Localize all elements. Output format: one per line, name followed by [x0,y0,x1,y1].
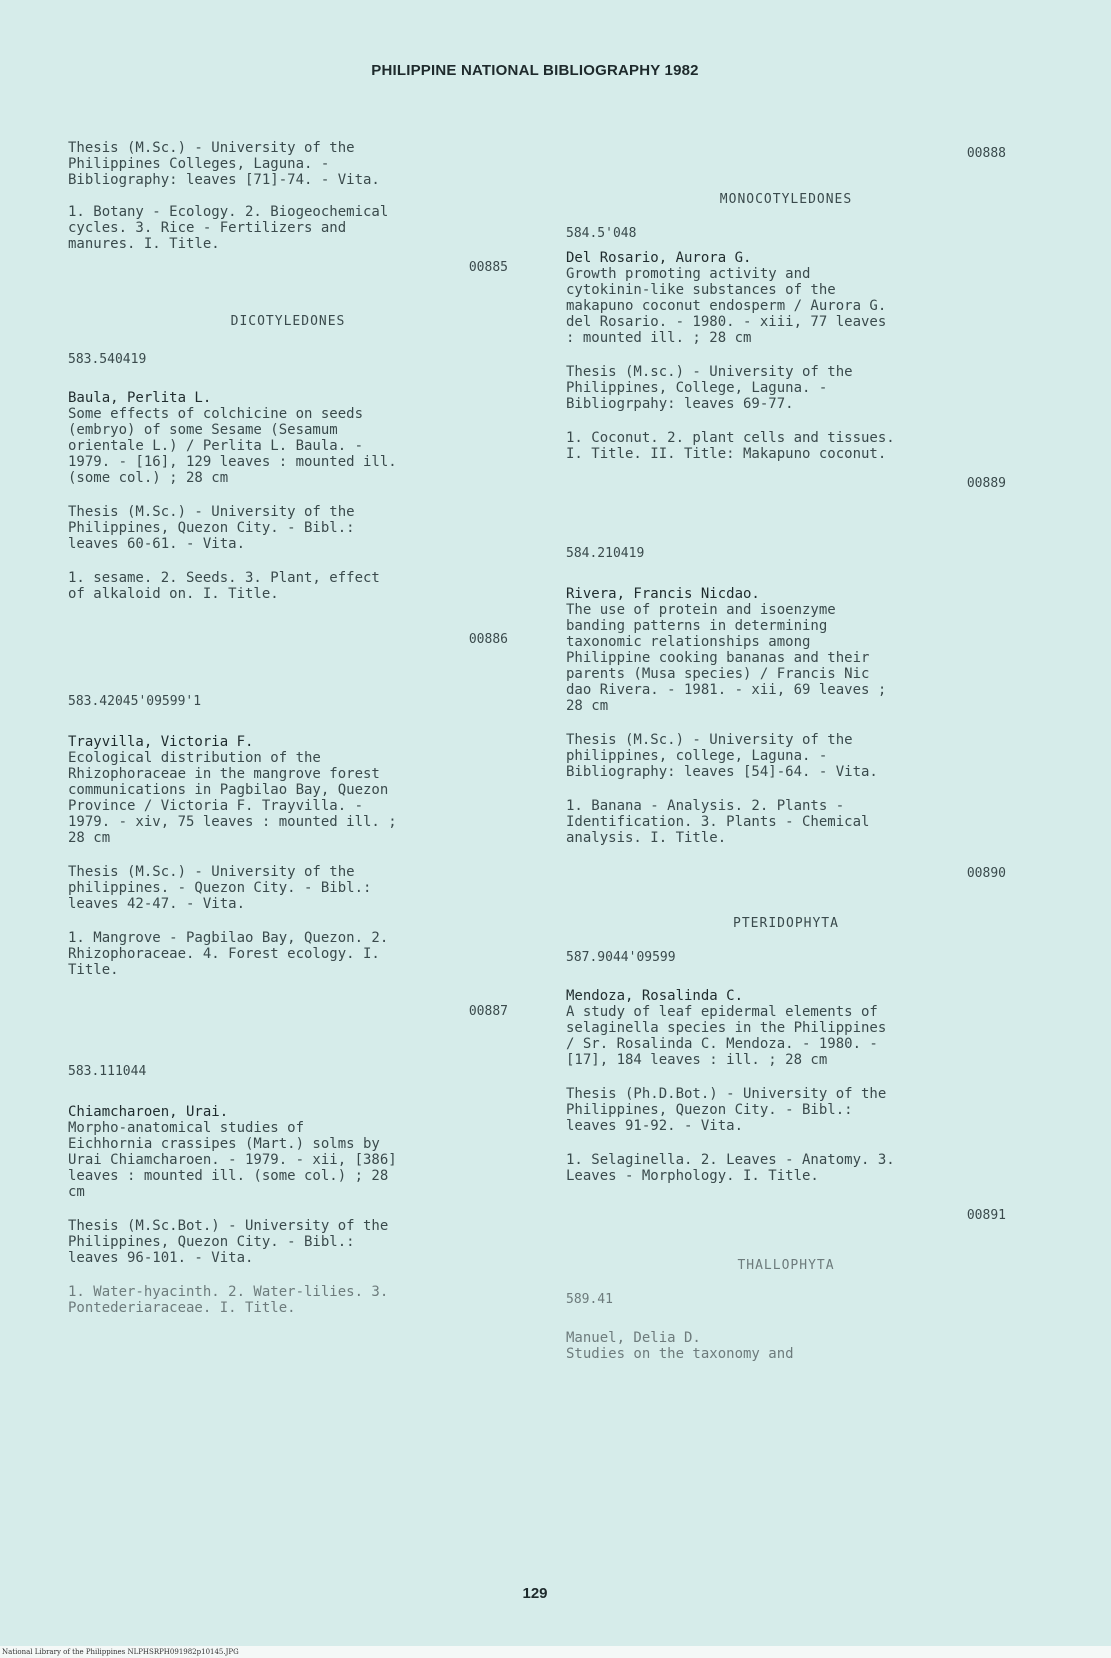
entry-title-block: Studies on the taxonomy and [566,1346,794,1362]
catalog-entry [566,226,1006,492]
carryover-note: Thesis (M.Sc.) - University of the Philippines Colleges, Laguna. - Bibliography: leaves [71]-74. - Vita. [68,140,380,188]
entry-subjects: 1. Mangrove - Pagbilao Bay, Quezon. 2. Rhizophoraceae. 4. Forest ecology. I. Title. [68,930,389,978]
entry-number: 00890 [966,866,1006,881]
entry-author: Chiamcharoen, Urai. [68,1104,229,1120]
entry-subjects: 1. Coconut. 2. plant cells and tissues. I. Title. II. Title: Makapuno coconut. [566,430,895,462]
catalog-entry [566,950,1006,1224]
entry-note: Thesis (Ph.D.Bot.) - University of the Philippines, Quezon City. - Bibl.: leaves 91-92. - Vita. [566,1086,887,1134]
scan-credit-footer: National Library of the Philippines NLPHSRPH091982p10145.JPG [0,1646,1111,1658]
entry-subjects: 1. Banana - Analysis. 2. Plants - Identification. 3. Plants - Chemical analysis. I. Title. [566,798,870,846]
entry-title-block: Growth promoting activity and cytokinin-like substances of the makapuno coconut endosperm / Aurora G. del Rosario. - 1980. - xiii, 77 leaves : mounted ill. ; 28 cm [566,266,887,346]
entry-note: Thesis (M.Sc.) - University of the Philippines, Quezon City. - Bibl.: leaves 60-61. - Vita. [68,504,355,552]
entry-subjects: 1. Water-hyacinth. 2. Water-lilies. 3. Pontederiaraceae. I. Title. [68,1284,389,1316]
entry-subjects: 1. sesame. 2. Seeds. 3. Plant, effect of alkaloid on. I. Title. [68,570,380,602]
page-title: PHILIPPINE NATIONAL BIBLIOGRAPHY 1982 [371,62,699,79]
entry-author: Manuel, Delia D. [566,1330,701,1346]
entry-note: Thesis (M.Sc.Bot.) - University of the Philippines, Quezon City. - Bibl.: leaves 96-101. - Vita. [68,1218,389,1266]
class-number: 584.5'048 [566,226,637,241]
entry-note: Thesis (M.Sc.) - University of the philippines. - Quezon City. - Bibl.: leaves 42-47. - Vita. [68,864,372,912]
carryover-subjects: 1. Botany - Ecology. 2. Biogeochemical cycles. 3. Rice - Fertilizers and manures. I. Title. [68,204,389,252]
catalog-entry [68,1064,508,1316]
entry-note: Thesis (M.sc.) - University of the Philippines, College, Laguna. - Bibliogrpahy: leaves 69-77. [566,364,853,412]
left-column [68,140,508,1316]
class-number: 587.9044'09599 [566,950,676,965]
section-heading-dicotyledones: DICOTYLEDONES [230,314,346,329]
entry-title-block: Morpho-anatomical studies of Eichhornia crassipes (Mart.) solms by Urai Chiamcharoen. - 1979. - xii, [386] leaves : mounted ill. (some col.) ; 28 cm [68,1120,397,1200]
section-heading-pteridophyta: PTERIDOPHYTA [733,916,839,931]
entry-number: 00886 [468,632,508,647]
entry-number: 00885 [468,260,508,275]
entry-title-block: Some effects of colchicine on seeds (embryo) of some Sesame (Sesamum orientale L.) / Perlita L. Baula. - 1979. - [16], 129 leaves : mounted ill. (some col.) ; 28 cm [68,406,397,486]
class-number: 583.540419 [68,352,147,367]
entry-author: Rivera, Francis Nicdao. [566,586,760,602]
entry-number: 00889 [966,476,1006,491]
entry-title-block: Ecological distribution of the Rhizophoraceae in the mangrove forest communications in Pagbilao Bay, Quezon Province / Victoria F. Trayvilla. - 1979. - xiv, 75 leaves : mounted ill. ; 28 cm [68,750,397,846]
page-number: 129 [522,1585,548,1602]
entry-title-block: A study of leaf epidermal elements of selaginella species in the Philippines / Sr. Rosalinda C. Mendoza. - 1980. - [17], 184 leaves : ill. ; 28 cm [566,1004,887,1068]
entry-author: Trayvilla, Victoria F. [68,734,254,750]
class-number: 589.41 [566,1292,613,1307]
section-heading-monocotyledones: MONOCOTYLEDONES [719,192,853,207]
class-number: 584.210419 [566,546,645,561]
right-column [566,140,1006,1362]
class-number: 583.111044 [68,1064,147,1079]
entry-title-block: The use of protein and isoenzyme banding patterns in determining taxonomic relationships among Philippine cooking bananas and their parents (Musa species) / Francis Nic dao Rivera. - 1981. - xii, 69 leaves ; 28 cm [566,602,887,714]
entry-note: Thesis (M.Sc.) - University of the philippines, college, Laguna. - Bibliography: leaves [54]-64. - Vita. [566,732,878,780]
entry-number: 00887 [468,1004,508,1019]
catalog-entry [566,546,1006,882]
section-heading-thallophyta: THALLOPHYTA [737,1258,835,1273]
entry-number: 00888 [966,146,1006,161]
catalog-entry [566,1292,1006,1362]
entry-subjects: 1. Selaginella. 2. Leaves - Anatomy. 3. Leaves - Morphology. I. Title. [566,1152,895,1184]
catalog-entry [68,352,508,648]
entry-author: Del Rosario, Aurora G. [566,250,752,266]
catalog-entry [68,694,508,1020]
class-number: 583.42045'09599'1 [68,694,202,709]
entry-author: Baula, Perlita L. [68,390,212,406]
entry-number: 00891 [966,1208,1006,1223]
entry-author: Mendoza, Rosalinda C. [566,988,744,1004]
